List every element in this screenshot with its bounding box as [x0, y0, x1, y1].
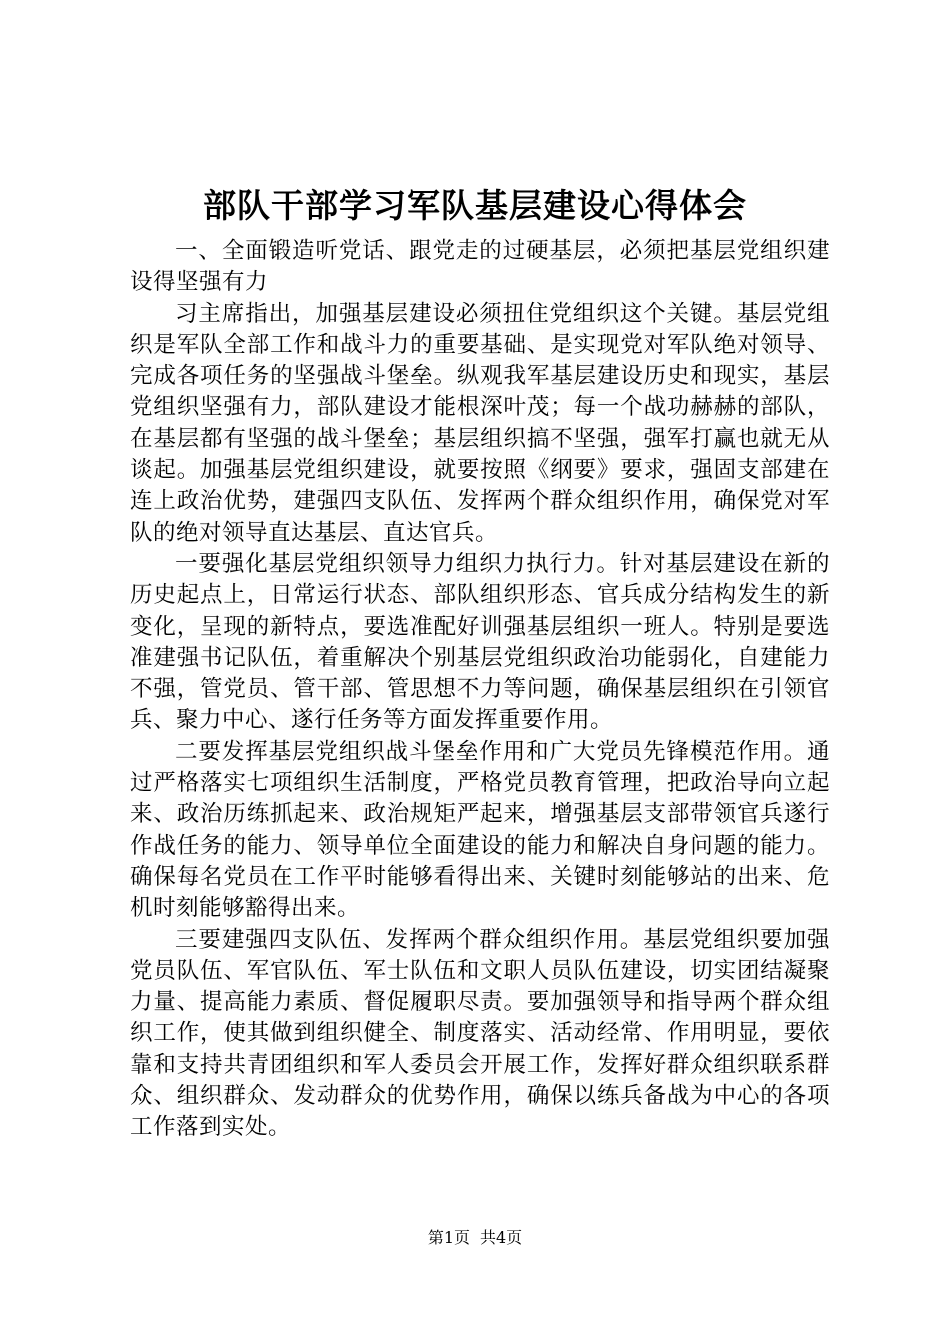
body-paragraph: 三要建强四支队伍、发挥两个群众组织作用。基层党组织要加强党员队伍、军官队伍、军士队伍和文职人员队伍建设，切实团结凝聚力量、提高能力素质、督促履职尽责。要加强领导和指导两个群众组织工作，使其做到组织健全、制度落实、活动经常、作用明显，要依靠和支持共青团组织和军人委员会开展工作，发挥好群众组织联系群众、组织群众、发动群众的优势作用，确保以练兵备战为中心的各项工作落到实处。 — [130, 926, 830, 1141]
page-number: 第1页 — [427, 1228, 470, 1247]
page-footer — [0, 1226, 950, 1250]
page-total: 共4页 — [480, 1228, 523, 1247]
document-body — [130, 236, 830, 1144]
body-paragraph: 二要发挥基层党组织战斗堡垒作用和广大党员先锋模范作用。通过严格落实七项组织生活制度，严格党员教育管理，把政治导向立起来、政治历练抓起来、政治规矩严起来，增强基层支部带领官兵遂行作战任务的能力、领导单位全面建设的能力和解决自身问题的能力。确保每名党员在工作平时能够看得出来、关键时刻能够站的出来、危机时刻能够豁得出来。 — [130, 738, 830, 922]
document-title: 部队干部学习军队基层建设心得体会 — [203, 186, 747, 225]
section-heading: 一、全面锻造听党话、跟党走的过硬基层，必须把基层党组织建设得坚强有力 — [130, 238, 830, 296]
body-paragraph: 习主席指出，加强基层建设必须扭住党组织这个关键。基层党组织是军队全部工作和战斗力的重要基础、是实现党对军队绝对领导、完成各项任务的坚强战斗堡垒。纵观我军基层建设历史和现实，基层党组织坚强有力，部队建设才能根深叶茂；每一个战功赫赫的部队，在基层都有坚强的战斗堡垒；基层组织搞不坚强，强军打赢也就无从谈起。加强基层党组织建设，就要按照《纲要》要求，强固支部建在连上政治优势，建强四支队伍、发挥两个群众组织作用，确保党对军队的绝对领导直达基层、直达官兵。 — [130, 300, 830, 546]
body-paragraph: 一要强化基层党组织领导力组织力执行力。针对基层建设在新的历史起点上，日常运行状态、部队组织形态、官兵成分结构发生的新变化，呈现的新特点，要选准配好训强基层组织一班人。特别是要选准建强书记队伍，着重解决个别基层党组织政治功能弱化，自建能力不强，管党员、管干部、管思想不力等问题，确保基层组织在引领官兵、聚力中心、遂行任务等方面发挥重要作用。 — [130, 550, 830, 734]
